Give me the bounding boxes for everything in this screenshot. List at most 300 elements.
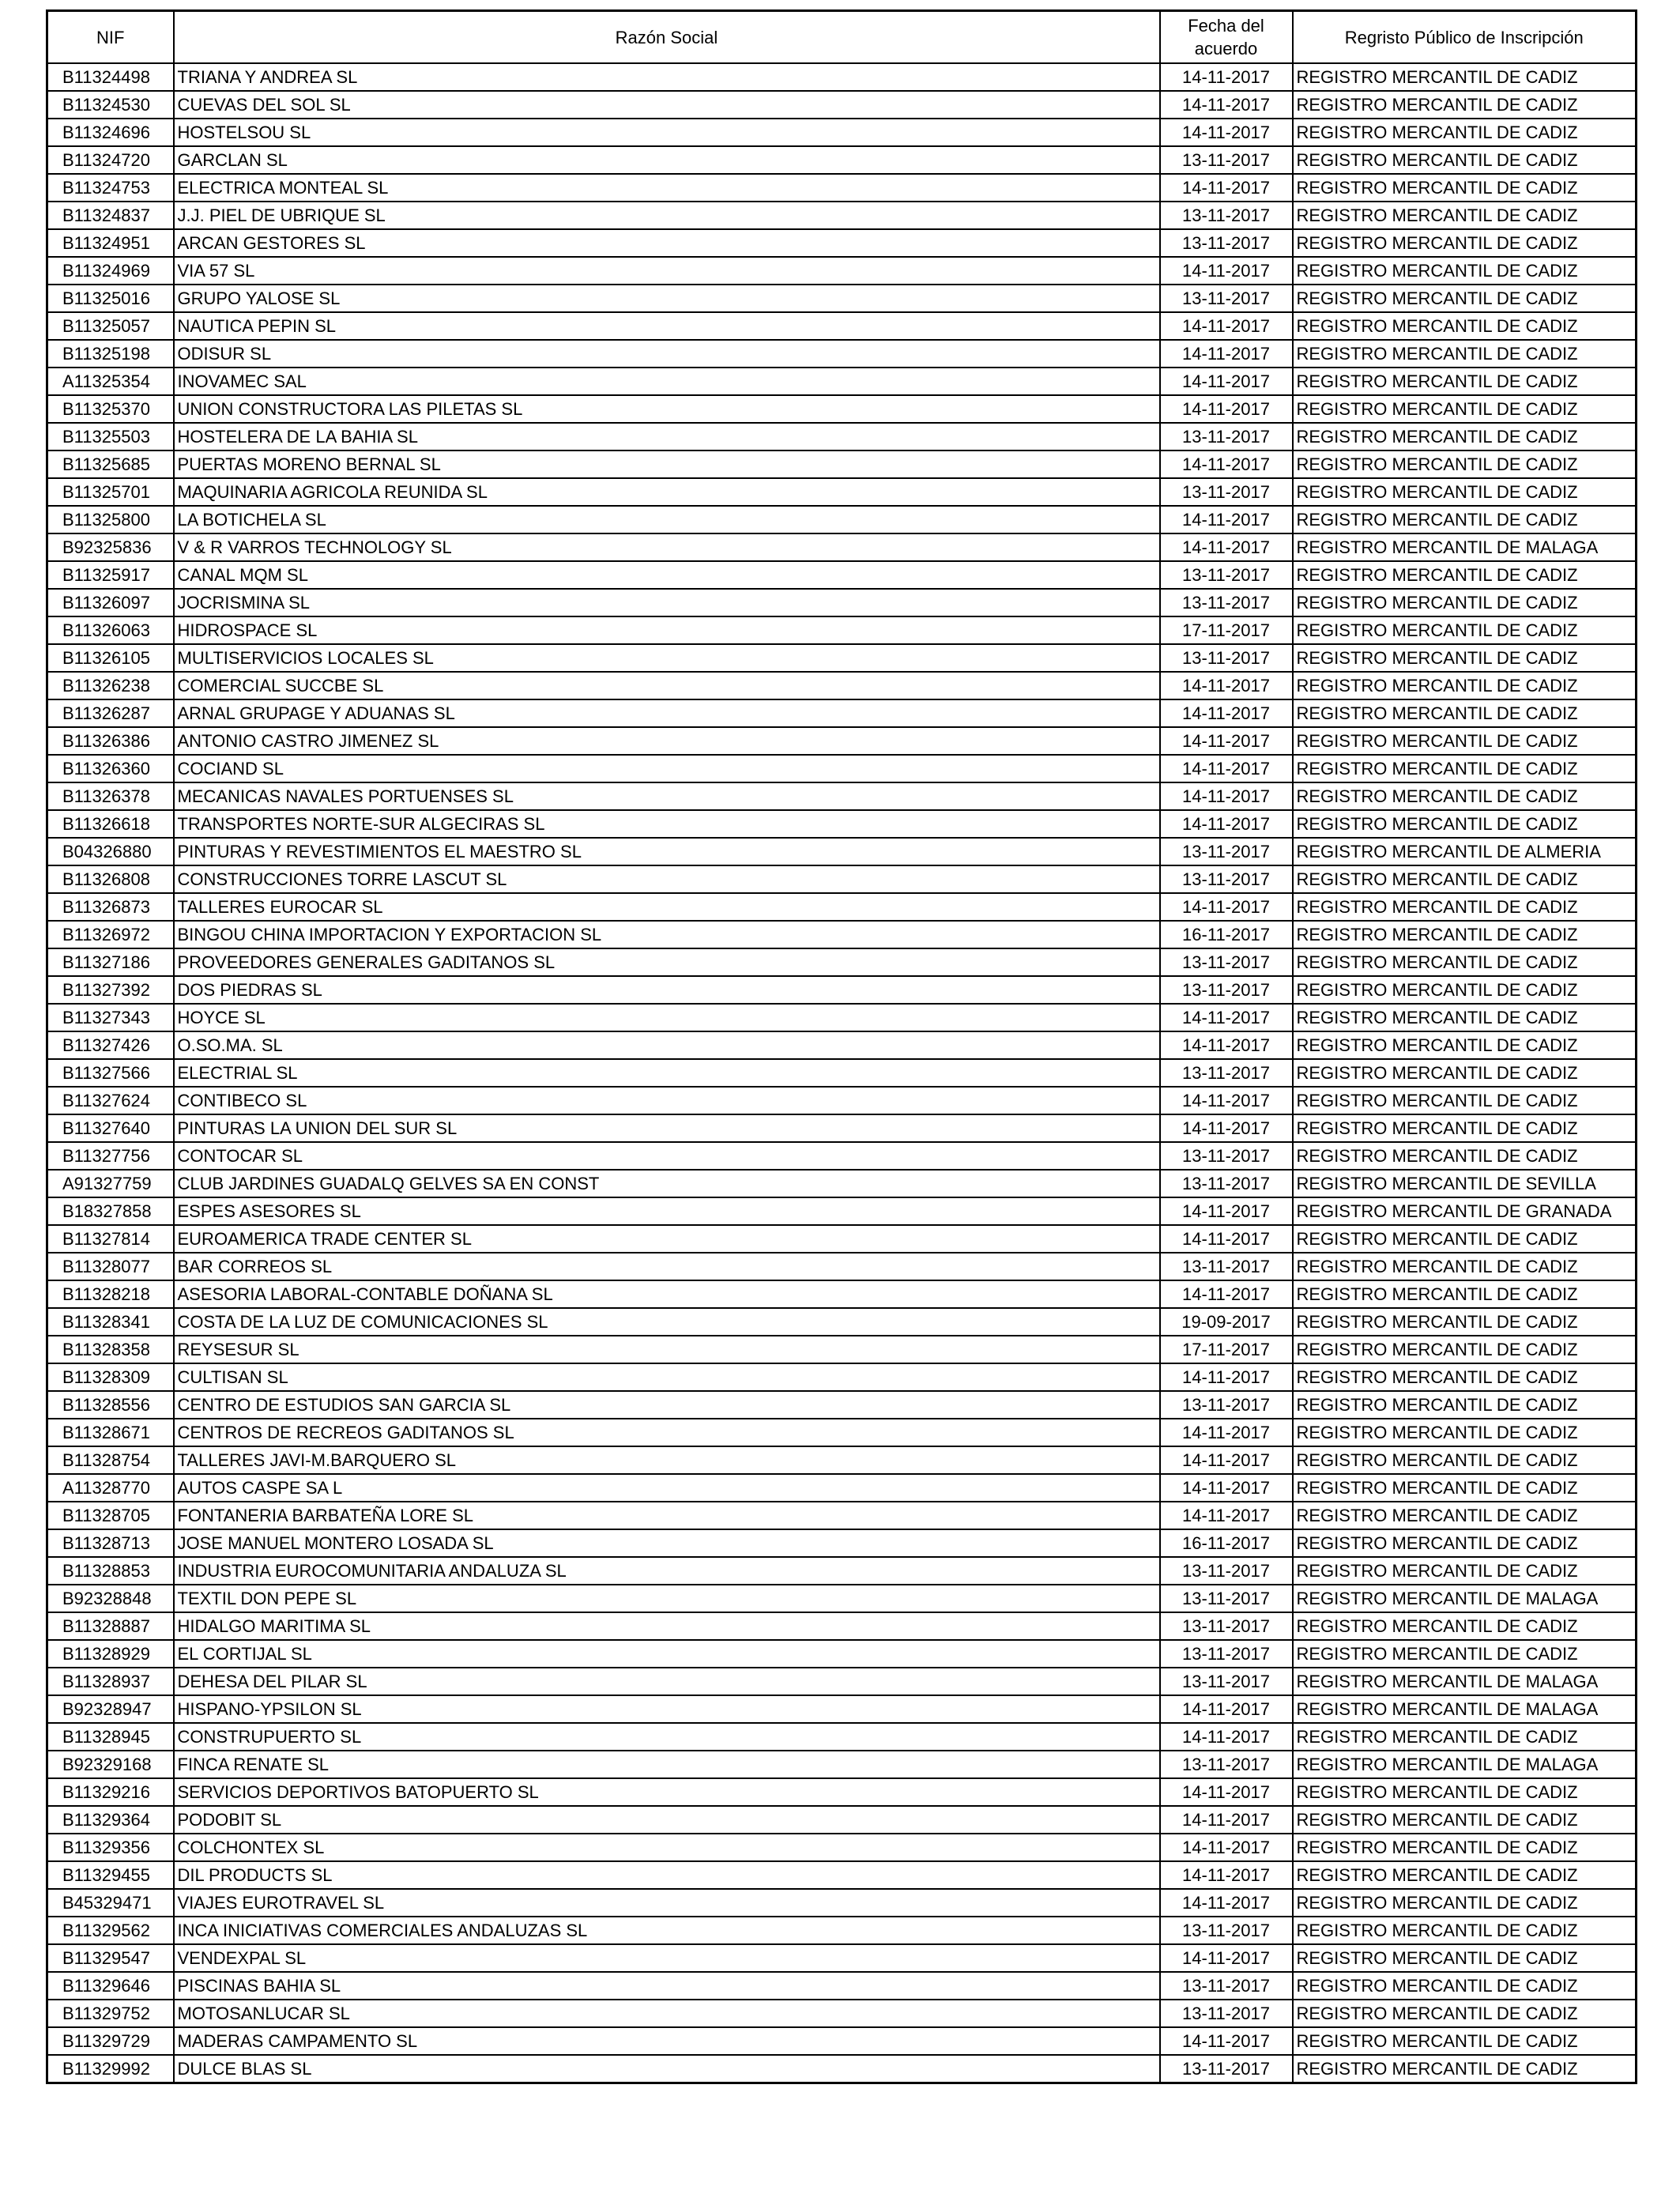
- table-row: [47, 1778, 1637, 1806]
- cell-registro: REGISTRO MERCANTIL DE CADIZ: [1293, 810, 1637, 838]
- cell-registro: REGISTRO MERCANTIL DE CADIZ: [1293, 865, 1637, 893]
- cell-razon-social: UNION CONSTRUCTORA LAS PILETAS SL: [174, 395, 1160, 423]
- cell-razon-social: MAQUINARIA AGRICOLA REUNIDA SL: [174, 478, 1160, 506]
- cell-nif: B11329992: [47, 2055, 174, 2083]
- cell-nif: B11328929: [47, 1640, 174, 1668]
- cell-fecha: 14-11-2017: [1160, 368, 1293, 395]
- cell-nif: B11329752: [47, 2000, 174, 2027]
- cell-fecha: 14-11-2017: [1160, 1197, 1293, 1225]
- cell-fecha: 13-11-2017: [1160, 1170, 1293, 1197]
- table-row: [47, 202, 1637, 229]
- cell-registro: REGISTRO MERCANTIL DE CADIZ: [1293, 1004, 1637, 1031]
- cell-nif: B11328309: [47, 1363, 174, 1391]
- cell-registro: REGISTRO MERCANTIL DE CADIZ: [1293, 1391, 1637, 1419]
- cell-registro: REGISTRO MERCANTIL DE GRANADA: [1293, 1197, 1637, 1225]
- cell-fecha: 13-11-2017: [1160, 229, 1293, 257]
- table-row: [47, 1889, 1637, 1917]
- table-row: [47, 1944, 1637, 1972]
- table-row: [47, 1557, 1637, 1585]
- cell-fecha: 14-11-2017: [1160, 727, 1293, 755]
- cell-nif: B11327392: [47, 976, 174, 1004]
- table-row: [47, 257, 1637, 285]
- cell-nif: B11327343: [47, 1004, 174, 1031]
- cell-razon-social: MECANICAS NAVALES PORTUENSES SL: [174, 782, 1160, 810]
- table-row: [47, 1197, 1637, 1225]
- cell-razon-social: NAUTICA PEPIN SL: [174, 312, 1160, 340]
- table-row: [47, 533, 1637, 561]
- cell-nif: B11327756: [47, 1142, 174, 1170]
- cell-nif: B11329547: [47, 1944, 174, 1972]
- cell-fecha: 14-11-2017: [1160, 506, 1293, 533]
- cell-razon-social: PODOBIT SL: [174, 1806, 1160, 1834]
- cell-razon-social: PUERTAS MORENO BERNAL SL: [174, 450, 1160, 478]
- cell-fecha: 13-11-2017: [1160, 976, 1293, 1004]
- cell-fecha: 14-11-2017: [1160, 1502, 1293, 1529]
- cell-registro: REGISTRO MERCANTIL DE CADIZ: [1293, 782, 1637, 810]
- cell-razon-social: CENTROS DE RECREOS GADITANOS SL: [174, 1419, 1160, 1446]
- cell-nif: B11326972: [47, 921, 174, 948]
- cell-registro: REGISTRO MERCANTIL DE CADIZ: [1293, 976, 1637, 1004]
- cell-registro: REGISTRO MERCANTIL DE CADIZ: [1293, 1419, 1637, 1446]
- cell-nif: B11327814: [47, 1225, 174, 1253]
- cell-fecha: 14-11-2017: [1160, 1723, 1293, 1751]
- cell-nif: B11328358: [47, 1336, 174, 1363]
- table-row: [47, 1612, 1637, 1640]
- cell-fecha: 14-11-2017: [1160, 1031, 1293, 1059]
- cell-razon-social: ARNAL GRUPAGE Y ADUANAS SL: [174, 699, 1160, 727]
- cell-fecha: 17-11-2017: [1160, 1336, 1293, 1363]
- cell-registro: REGISTRO MERCANTIL DE CADIZ: [1293, 340, 1637, 368]
- cell-registro: REGISTRO MERCANTIL DE MALAGA: [1293, 1668, 1637, 1695]
- cell-registro: REGISTRO MERCANTIL DE CADIZ: [1293, 229, 1637, 257]
- cell-nif: B11324720: [47, 146, 174, 174]
- cell-razon-social: BAR CORREOS SL: [174, 1253, 1160, 1280]
- cell-registro: REGISTRO MERCANTIL DE CADIZ: [1293, 1142, 1637, 1170]
- cell-registro: REGISTRO MERCANTIL DE CADIZ: [1293, 2055, 1637, 2083]
- cell-fecha: 14-11-2017: [1160, 699, 1293, 727]
- cell-nif: B11329562: [47, 1917, 174, 1944]
- cell-razon-social: FONTANERIA BARBATEÑA LORE SL: [174, 1502, 1160, 1529]
- table-row: [47, 1419, 1637, 1446]
- table-row: [47, 616, 1637, 644]
- cell-razon-social: INCA INICIATIVAS COMERCIALES ANDALUZAS SL: [174, 1917, 1160, 1944]
- cell-razon-social: O.SO.MA. SL: [174, 1031, 1160, 1059]
- cell-razon-social: GRUPO YALOSE SL: [174, 285, 1160, 312]
- cell-nif: A11328770: [47, 1474, 174, 1502]
- cell-registro: REGISTRO MERCANTIL DE CADIZ: [1293, 423, 1637, 450]
- cell-fecha: 13-11-2017: [1160, 948, 1293, 976]
- cell-nif: B11325057: [47, 312, 174, 340]
- cell-fecha: 16-11-2017: [1160, 1529, 1293, 1557]
- cell-razon-social: HIDALGO MARITIMA SL: [174, 1612, 1160, 1640]
- cell-fecha: 13-11-2017: [1160, 202, 1293, 229]
- table-row: [47, 423, 1637, 450]
- cell-nif: B11325701: [47, 478, 174, 506]
- table-row: [47, 1114, 1637, 1142]
- table-row: [47, 1972, 1637, 2000]
- cell-registro: REGISTRO MERCANTIL DE CADIZ: [1293, 1474, 1637, 1502]
- cell-nif: B18327858: [47, 1197, 174, 1225]
- cell-nif: B11328556: [47, 1391, 174, 1419]
- cell-nif: B11324498: [47, 63, 174, 91]
- cell-nif: A91327759: [47, 1170, 174, 1197]
- cell-registro: REGISTRO MERCANTIL DE CADIZ: [1293, 1446, 1637, 1474]
- cell-razon-social: TRIANA Y ANDREA SL: [174, 63, 1160, 91]
- cell-fecha: 13-11-2017: [1160, 1612, 1293, 1640]
- cell-razon-social: AUTOS CASPE SA L: [174, 1474, 1160, 1502]
- table-row: [47, 340, 1637, 368]
- cell-fecha: 13-11-2017: [1160, 1557, 1293, 1585]
- cell-registro: REGISTRO MERCANTIL DE CADIZ: [1293, 1806, 1637, 1834]
- cell-razon-social: HIDROSPACE SL: [174, 616, 1160, 644]
- table-row: [47, 838, 1637, 865]
- cell-registro: REGISTRO MERCANTIL DE CADIZ: [1293, 727, 1637, 755]
- cell-registro: REGISTRO MERCANTIL DE CADIZ: [1293, 63, 1637, 91]
- cell-nif: B11324837: [47, 202, 174, 229]
- cell-fecha: 13-11-2017: [1160, 478, 1293, 506]
- cell-razon-social: MOTOSANLUCAR SL: [174, 2000, 1160, 2027]
- table-row: [47, 1308, 1637, 1336]
- table-row: [47, 395, 1637, 423]
- cell-razon-social: VIA 57 SL: [174, 257, 1160, 285]
- cell-nif: B11328705: [47, 1502, 174, 1529]
- cell-fecha: 14-11-2017: [1160, 1806, 1293, 1834]
- cell-fecha: 14-11-2017: [1160, 1695, 1293, 1723]
- cell-fecha: 14-11-2017: [1160, 1114, 1293, 1142]
- table-row: [47, 285, 1637, 312]
- table-row: [47, 1640, 1637, 1668]
- table-row: [47, 1280, 1637, 1308]
- cell-fecha: 14-11-2017: [1160, 1419, 1293, 1446]
- companies-table: [46, 9, 1637, 2084]
- cell-fecha: 14-11-2017: [1160, 1363, 1293, 1391]
- cell-razon-social: MADERAS CAMPAMENTO SL: [174, 2027, 1160, 2055]
- cell-fecha: 13-11-2017: [1160, 1059, 1293, 1087]
- cell-registro: REGISTRO MERCANTIL DE CADIZ: [1293, 1557, 1637, 1585]
- table-row: [47, 755, 1637, 782]
- cell-fecha: 13-11-2017: [1160, 865, 1293, 893]
- header-razon-social: Razón Social: [174, 11, 1160, 64]
- cell-nif: B11326386: [47, 727, 174, 755]
- table-row: [47, 368, 1637, 395]
- cell-nif: B04326880: [47, 838, 174, 865]
- cell-razon-social: ANTONIO CASTRO JIMENEZ SL: [174, 727, 1160, 755]
- cell-razon-social: V & R VARROS TECHNOLOGY SL: [174, 533, 1160, 561]
- cell-razon-social: SERVICIOS DEPORTIVOS BATOPUERTO SL: [174, 1778, 1160, 1806]
- cell-fecha: 14-11-2017: [1160, 1087, 1293, 1114]
- cell-fecha: 14-11-2017: [1160, 1446, 1293, 1474]
- cell-registro: REGISTRO MERCANTIL DE CADIZ: [1293, 478, 1637, 506]
- cell-fecha: 13-11-2017: [1160, 1917, 1293, 1944]
- cell-nif: B11326287: [47, 699, 174, 727]
- cell-registro: REGISTRO MERCANTIL DE CADIZ: [1293, 948, 1637, 976]
- cell-registro: REGISTRO MERCANTIL DE ALMERIA: [1293, 838, 1637, 865]
- cell-razon-social: DULCE BLAS SL: [174, 2055, 1160, 2083]
- cell-nif: B11324753: [47, 174, 174, 202]
- cell-registro: REGISTRO MERCANTIL DE MALAGA: [1293, 1695, 1637, 1723]
- header-fecha: Fecha del acuerdo: [1160, 11, 1293, 64]
- cell-nif: B11329455: [47, 1861, 174, 1889]
- table-row: [47, 1751, 1637, 1778]
- cell-nif: B11325800: [47, 506, 174, 533]
- cell-nif: B11324969: [47, 257, 174, 285]
- cell-razon-social: COMERCIAL SUCCBE SL: [174, 672, 1160, 699]
- cell-razon-social: INOVAMEC SAL: [174, 368, 1160, 395]
- table-row: [47, 1668, 1637, 1695]
- cell-registro: REGISTRO MERCANTIL DE CADIZ: [1293, 506, 1637, 533]
- cell-fecha: 13-11-2017: [1160, 2055, 1293, 2083]
- cell-nif: B11328341: [47, 1308, 174, 1336]
- cell-fecha: 19-09-2017: [1160, 1308, 1293, 1336]
- cell-registro: REGISTRO MERCANTIL DE CADIZ: [1293, 1889, 1637, 1917]
- cell-registro: REGISTRO MERCANTIL DE CADIZ: [1293, 1612, 1637, 1640]
- cell-nif: B11327624: [47, 1087, 174, 1114]
- cell-registro: REGISTRO MERCANTIL DE CADIZ: [1293, 755, 1637, 782]
- cell-registro: REGISTRO MERCANTIL DE CADIZ: [1293, 2000, 1637, 2027]
- table-row: [47, 865, 1637, 893]
- cell-razon-social: ODISUR SL: [174, 340, 1160, 368]
- cell-nif: B11326360: [47, 755, 174, 782]
- cell-razon-social: TALLERES JAVI-M.BARQUERO SL: [174, 1446, 1160, 1474]
- cell-registro: REGISTRO MERCANTIL DE CADIZ: [1293, 1917, 1637, 1944]
- table-row: [47, 1004, 1637, 1031]
- cell-razon-social: HISPANO-YPSILON SL: [174, 1695, 1160, 1723]
- cell-fecha: 14-11-2017: [1160, 893, 1293, 921]
- table-row: [47, 1806, 1637, 1834]
- cell-nif: B11328937: [47, 1668, 174, 1695]
- cell-razon-social: BINGOU CHINA IMPORTACION Y EXPORTACION SL: [174, 921, 1160, 948]
- table-row: [47, 921, 1637, 948]
- cell-nif: B11324951: [47, 229, 174, 257]
- cell-nif: B11329356: [47, 1834, 174, 1861]
- cell-nif: B11326063: [47, 616, 174, 644]
- table-row: [47, 1336, 1637, 1363]
- cell-registro: REGISTRO MERCANTIL DE SEVILLA: [1293, 1170, 1637, 1197]
- table-row: [47, 1529, 1637, 1557]
- cell-razon-social: HOYCE SL: [174, 1004, 1160, 1031]
- cell-registro: REGISTRO MERCANTIL DE CADIZ: [1293, 1944, 1637, 1972]
- cell-razon-social: VENDEXPAL SL: [174, 1944, 1160, 1972]
- cell-razon-social: CONTOCAR SL: [174, 1142, 1160, 1170]
- cell-fecha: 13-11-2017: [1160, 838, 1293, 865]
- cell-registro: REGISTRO MERCANTIL DE CADIZ: [1293, 1253, 1637, 1280]
- cell-fecha: 14-11-2017: [1160, 672, 1293, 699]
- table-row: [47, 1861, 1637, 1889]
- cell-razon-social: PROVEEDORES GENERALES GADITANOS SL: [174, 948, 1160, 976]
- cell-nif: B11326238: [47, 672, 174, 699]
- cell-registro: REGISTRO MERCANTIL DE CADIZ: [1293, 146, 1637, 174]
- table-row: [47, 1502, 1637, 1529]
- cell-razon-social: TALLERES EUROCAR SL: [174, 893, 1160, 921]
- cell-registro: REGISTRO MERCANTIL DE CADIZ: [1293, 561, 1637, 589]
- cell-razon-social: LA BOTICHELA SL: [174, 506, 1160, 533]
- cell-fecha: 13-11-2017: [1160, 1640, 1293, 1668]
- table-row: [47, 1142, 1637, 1170]
- cell-nif: B92328947: [47, 1695, 174, 1723]
- table-row: [47, 229, 1637, 257]
- cell-registro: REGISTRO MERCANTIL DE CADIZ: [1293, 1114, 1637, 1142]
- cell-fecha: 14-11-2017: [1160, 1474, 1293, 1502]
- table-row: [47, 1059, 1637, 1087]
- table-row: [47, 1170, 1637, 1197]
- cell-registro: REGISTRO MERCANTIL DE CADIZ: [1293, 368, 1637, 395]
- table-row: [47, 893, 1637, 921]
- cell-fecha: 14-11-2017: [1160, 1778, 1293, 1806]
- cell-fecha: 13-11-2017: [1160, 1142, 1293, 1170]
- cell-nif: B11326808: [47, 865, 174, 893]
- cell-registro: REGISTRO MERCANTIL DE CADIZ: [1293, 174, 1637, 202]
- cell-fecha: 13-11-2017: [1160, 146, 1293, 174]
- table-row: [47, 810, 1637, 838]
- table-row: [47, 1474, 1637, 1502]
- cell-registro: REGISTRO MERCANTIL DE CADIZ: [1293, 1723, 1637, 1751]
- cell-registro: REGISTRO MERCANTIL DE CADIZ: [1293, 91, 1637, 119]
- cell-registro: REGISTRO MERCANTIL DE CADIZ: [1293, 1363, 1637, 1391]
- table-row: [47, 91, 1637, 119]
- table-row: [47, 2055, 1637, 2083]
- cell-nif: B11328713: [47, 1529, 174, 1557]
- cell-razon-social: CONSTRUCCIONES TORRE LASCUT SL: [174, 865, 1160, 893]
- cell-fecha: 14-11-2017: [1160, 1280, 1293, 1308]
- cell-fecha: 14-11-2017: [1160, 119, 1293, 146]
- cell-razon-social: COSTA DE LA LUZ DE COMUNICACIONES SL: [174, 1308, 1160, 1336]
- header-registro: Regristo Público de Inscripción: [1293, 11, 1637, 64]
- table-row: [47, 506, 1637, 533]
- cell-registro: REGISTRO MERCANTIL DE CADIZ: [1293, 699, 1637, 727]
- cell-nif: B11326618: [47, 810, 174, 838]
- cell-nif: B11325016: [47, 285, 174, 312]
- table-row: [47, 699, 1637, 727]
- cell-fecha: 13-11-2017: [1160, 423, 1293, 450]
- cell-razon-social: CUEVAS DEL SOL SL: [174, 91, 1160, 119]
- cell-registro: REGISTRO MERCANTIL DE CADIZ: [1293, 450, 1637, 478]
- cell-registro: REGISTRO MERCANTIL DE CADIZ: [1293, 1059, 1637, 1087]
- cell-razon-social: CENTRO DE ESTUDIOS SAN GARCIA SL: [174, 1391, 1160, 1419]
- cell-razon-social: EUROAMERICA TRADE CENTER SL: [174, 1225, 1160, 1253]
- table-row: [47, 1723, 1637, 1751]
- table-row: [47, 672, 1637, 699]
- cell-nif: B11328671: [47, 1419, 174, 1446]
- cell-registro: REGISTRO MERCANTIL DE MALAGA: [1293, 1751, 1637, 1778]
- cell-razon-social: J.J. PIEL DE UBRIQUE SL: [174, 202, 1160, 229]
- table-row: [47, 312, 1637, 340]
- cell-razon-social: TRANSPORTES NORTE-SUR ALGECIRAS SL: [174, 810, 1160, 838]
- cell-nif: B11328887: [47, 1612, 174, 1640]
- cell-fecha: 13-11-2017: [1160, 285, 1293, 312]
- cell-razon-social: TEXTIL DON PEPE SL: [174, 1585, 1160, 1612]
- cell-nif: B11328218: [47, 1280, 174, 1308]
- cell-razon-social: CULTISAN SL: [174, 1363, 1160, 1391]
- cell-registro: REGISTRO MERCANTIL DE CADIZ: [1293, 1087, 1637, 1114]
- cell-registro: REGISTRO MERCANTIL DE CADIZ: [1293, 2027, 1637, 2055]
- cell-nif: B11329729: [47, 2027, 174, 2055]
- cell-nif: B11329646: [47, 1972, 174, 2000]
- cell-razon-social: PISCINAS BAHIA SL: [174, 1972, 1160, 2000]
- cell-nif: B11325503: [47, 423, 174, 450]
- cell-razon-social: COCIAND SL: [174, 755, 1160, 782]
- table-row: [47, 589, 1637, 616]
- cell-razon-social: ELECTRICA MONTEAL SL: [174, 174, 1160, 202]
- cell-razon-social: REYSESUR SL: [174, 1336, 1160, 1363]
- cell-nif: B11326378: [47, 782, 174, 810]
- cell-fecha: 14-11-2017: [1160, 1944, 1293, 1972]
- cell-fecha: 14-11-2017: [1160, 340, 1293, 368]
- cell-nif: B11328945: [47, 1723, 174, 1751]
- cell-razon-social: ARCAN GESTORES SL: [174, 229, 1160, 257]
- cell-fecha: 14-11-2017: [1160, 312, 1293, 340]
- cell-fecha: 14-11-2017: [1160, 782, 1293, 810]
- cell-registro: REGISTRO MERCANTIL DE CADIZ: [1293, 119, 1637, 146]
- table-row: [47, 948, 1637, 976]
- table-row: [47, 450, 1637, 478]
- cell-fecha: 14-11-2017: [1160, 1861, 1293, 1889]
- table-row: [47, 1391, 1637, 1419]
- table-row: [47, 1695, 1637, 1723]
- table-row: [47, 174, 1637, 202]
- table-row: [47, 1253, 1637, 1280]
- table-row: [47, 976, 1637, 1004]
- cell-registro: REGISTRO MERCANTIL DE MALAGA: [1293, 533, 1637, 561]
- cell-razon-social: DEHESA DEL PILAR SL: [174, 1668, 1160, 1695]
- table-row: [47, 1917, 1637, 1944]
- cell-registro: REGISTRO MERCANTIL DE CADIZ: [1293, 672, 1637, 699]
- cell-registro: REGISTRO MERCANTIL DE CADIZ: [1293, 395, 1637, 423]
- cell-nif: B11329216: [47, 1778, 174, 1806]
- cell-fecha: 13-11-2017: [1160, 1585, 1293, 1612]
- header-nif: NIF: [47, 11, 174, 64]
- cell-razon-social: HOSTELSOU SL: [174, 119, 1160, 146]
- cell-registro: REGISTRO MERCANTIL DE CADIZ: [1293, 1502, 1637, 1529]
- table-row: [47, 2027, 1637, 2055]
- cell-razon-social: JOSE MANUEL MONTERO LOSADA SL: [174, 1529, 1160, 1557]
- cell-fecha: 14-11-2017: [1160, 1225, 1293, 1253]
- cell-fecha: 13-11-2017: [1160, 1972, 1293, 2000]
- cell-fecha: 14-11-2017: [1160, 450, 1293, 478]
- cell-razon-social: JOCRISMINA SL: [174, 589, 1160, 616]
- cell-fecha: 14-11-2017: [1160, 1004, 1293, 1031]
- table-row: [47, 1225, 1637, 1253]
- cell-nif: B92329168: [47, 1751, 174, 1778]
- cell-registro: REGISTRO MERCANTIL DE CADIZ: [1293, 285, 1637, 312]
- cell-razon-social: HOSTELERA DE LA BAHIA SL: [174, 423, 1160, 450]
- cell-fecha: 13-11-2017: [1160, 1751, 1293, 1778]
- table-row: [47, 644, 1637, 672]
- cell-fecha: 13-11-2017: [1160, 1253, 1293, 1280]
- table-row: [47, 119, 1637, 146]
- cell-registro: REGISTRO MERCANTIL DE CADIZ: [1293, 1834, 1637, 1861]
- table-row: [47, 1363, 1637, 1391]
- cell-razon-social: DIL PRODUCTS SL: [174, 1861, 1160, 1889]
- cell-fecha: 14-11-2017: [1160, 1889, 1293, 1917]
- cell-fecha: 14-11-2017: [1160, 810, 1293, 838]
- cell-registro: REGISTRO MERCANTIL DE CADIZ: [1293, 1529, 1637, 1557]
- cell-nif: B92325836: [47, 533, 174, 561]
- cell-fecha: 14-11-2017: [1160, 755, 1293, 782]
- table-row: [47, 1585, 1637, 1612]
- cell-fecha: 14-11-2017: [1160, 63, 1293, 91]
- cell-nif: B11325917: [47, 561, 174, 589]
- cell-fecha: 14-11-2017: [1160, 1834, 1293, 1861]
- cell-fecha: 14-11-2017: [1160, 395, 1293, 423]
- cell-nif: B11325370: [47, 395, 174, 423]
- cell-registro: REGISTRO MERCANTIL DE CADIZ: [1293, 1640, 1637, 1668]
- cell-nif: B11328077: [47, 1253, 174, 1280]
- cell-registro: REGISTRO MERCANTIL DE CADIZ: [1293, 1308, 1637, 1336]
- cell-razon-social: CANAL MQM SL: [174, 561, 1160, 589]
- cell-razon-social: CONSTRUPUERTO SL: [174, 1723, 1160, 1751]
- table-row: [47, 2000, 1637, 2027]
- cell-razon-social: ELECTRIAL SL: [174, 1059, 1160, 1087]
